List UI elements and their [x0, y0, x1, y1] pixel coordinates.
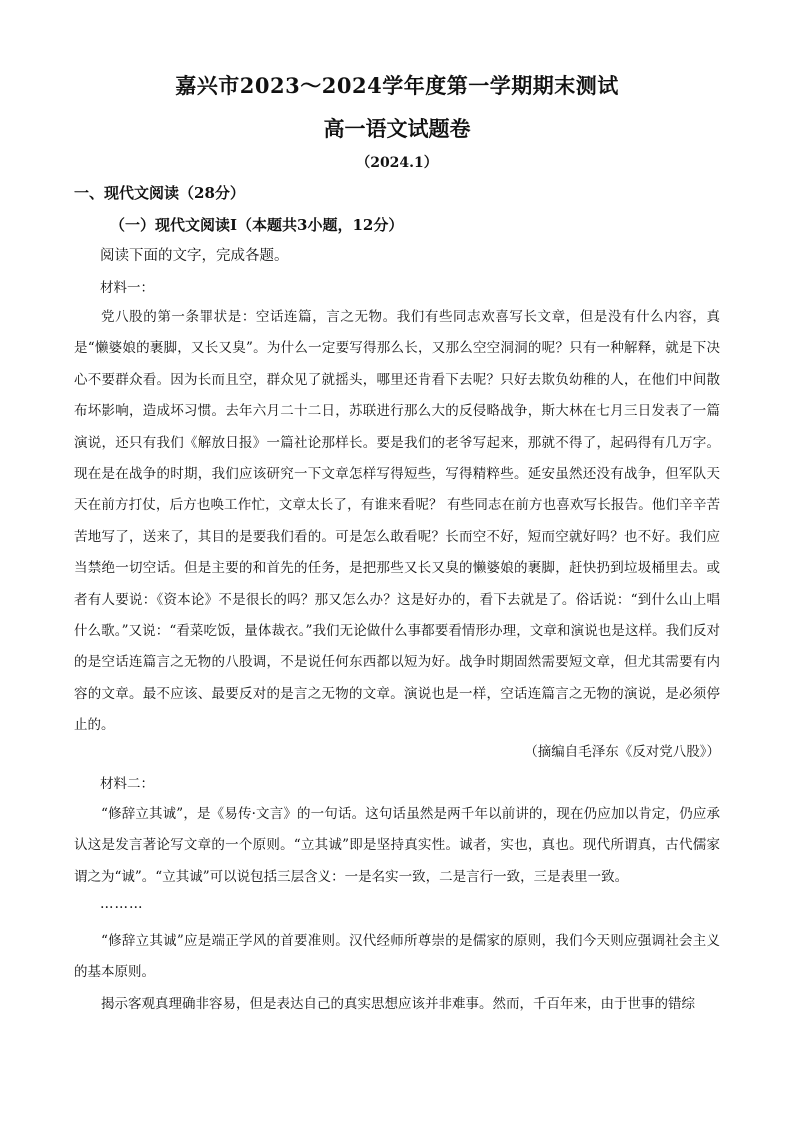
subsection-heading: （一）现代文阅读Ⅰ（本题共3小题，12分）: [110, 216, 404, 234]
material-2-paragraph-3: 揭示客观真理确非容易，但是表达自己的真实思想应该并非难事。然而，千百年来，由于世事的错综: [101, 995, 695, 1012]
material-2-paragraph-2: “修辞立其诚”应是端正学风的首要准则。汉代经师所尊崇的是儒家的原则，我们今天则应强调社会主义的基本原则。: [74, 933, 720, 981]
reading-instruction: 阅读下面的文字，完成各题。: [100, 248, 289, 264]
omission-mark: ………: [100, 896, 144, 912]
material-2-body-2: [74, 926, 720, 1020]
material-1-paragraph: 党八股的第一条罪状是：空话连篇，言之无物。我们有些同志欢喜写长文章，但是没有什么内容，真是“懒婆娘的裹脚，又长又臭”。为什么一定要写得那么长，又那么空空洞洞的呢？只有一种解释，就是下决心不要群众看。因为长而且空，群众见了就摇头，哪里还肯看下去呢？只好去欺负幼稚的人，在他们中间散布坏影响，造成坏习惯。去年六月二十二日，苏联进行那么大的反侵略战争，斯大林在七月三日发表了一篇演说，还只有我们《解放日报》一篇社论那样长。要是我们的老爷写起来，那就不得了，起码得有几万字。现在是在战争的时期，我们应该研究一下文章怎样写得短些，写得精粹些。延安虽然还没有战争，但军队天天在前方打仗，后方也唤工作忙，文章太长了，有谁来看呢？ 有些同志在前方也喜欢写长报告。他们辛辛苦苦地写了，送来了，其目的是要我们看的。可是怎么敢看呢？长而空不好，短而空就好吗？也不好。我们应当禁绝一切空话。但是主要的和首先的任务，是把那些又长又臭的懒婆娘的裹脚，赶快扔到垃圾桶里去。或者有人要说：《资本论》不是很长的吗？那又怎么办？这是好办的，看下去就是了。俗话说：“到什么山上唱什么歌。”又说：“看菜吃饭，量体裁衣。”我们无论做什么事都要看情形办理，文章和演说也是这样。我们反对的是空话连篇言之无物的八股调，不是说任何东西都以短为好。战争时期固然需要短文章，但尤其需要有内容的文章。最不应该、最要反对的是言之无物的文章。演说也是一样，空话连篇言之无物的演说，是必须停止的。: [74, 309, 720, 734]
material-1-body: [74, 302, 720, 742]
exam-date: （2024.1）: [356, 155, 438, 171]
exam-subtitle: 高一语文试题卷: [323, 116, 471, 141]
section-heading: 一、现代文阅读（28分）: [74, 184, 245, 202]
material-2-body-1: [74, 799, 720, 893]
material-1-source: （摘编自毛泽东《反对党八股》）: [524, 744, 720, 760]
material-1-label: 材料一：: [100, 280, 154, 296]
material-2-paragraph-1: “修辞立其诚”，是《易传·文言》的一句话。这句话虽然是两千年以前讲的，现在仍应加以肯定，仍应承认这是发言著论写文章的一个原则。“立其诚”即是坚持真实性。诚者，实也，真也。现代所谓真，古代儒家谓之为“诚”。“立其诚”可以说包括三层含义：一是名实一致，二是言行一致，三是表里一致。: [74, 806, 720, 885]
exam-title: 嘉兴市2023～2024学年度第一学期期末测试: [175, 73, 619, 98]
material-2-label: 材料二：: [100, 776, 154, 792]
